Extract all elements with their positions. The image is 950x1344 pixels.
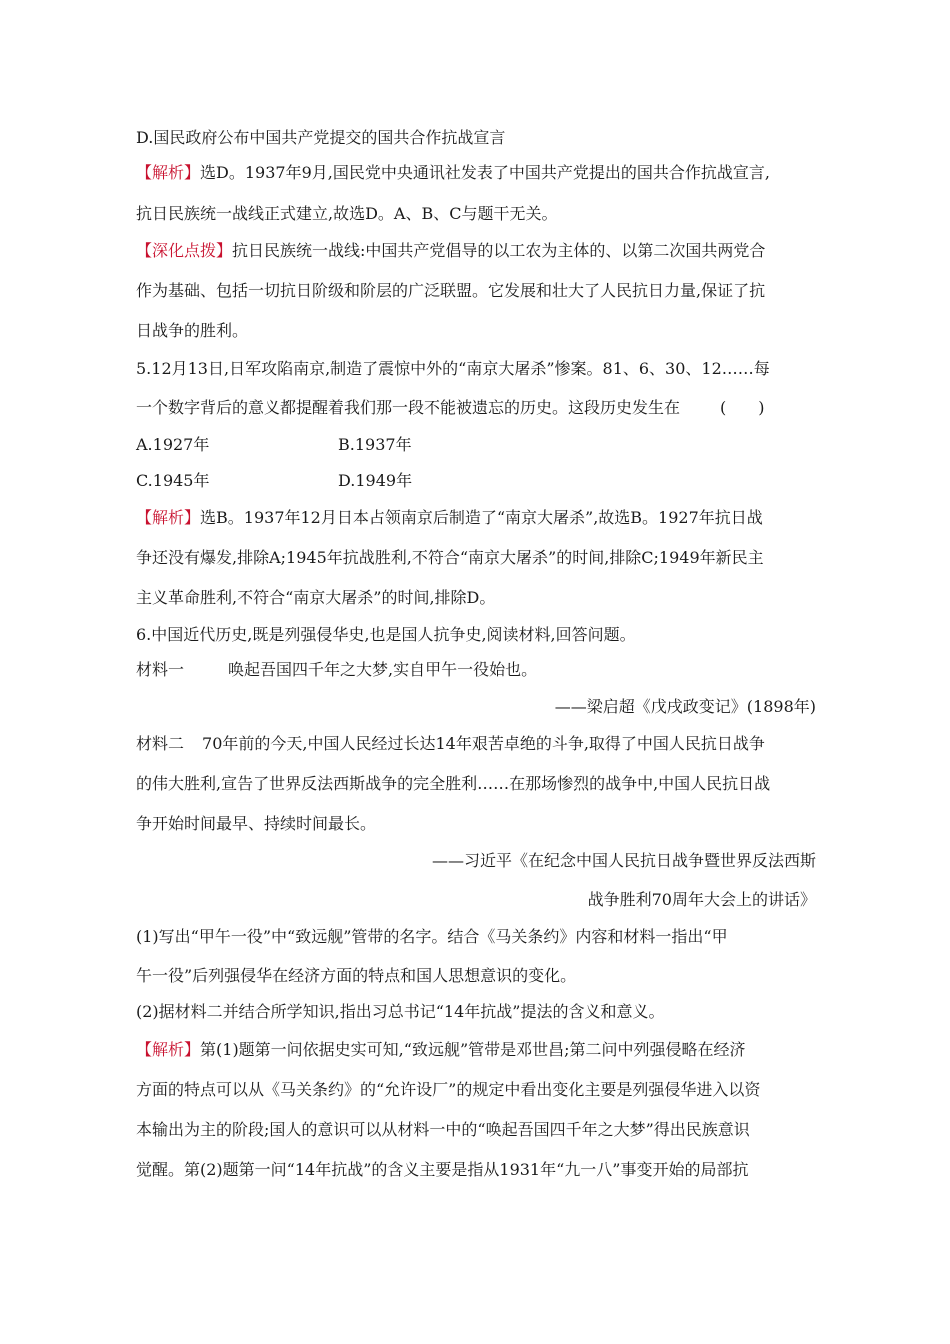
q5-option-d: D.1949年: [338, 471, 413, 490]
material-1-label: 材料一: [136, 660, 185, 679]
deep-text: 抗日民族统一战线:中国共产党倡导的以工农为主体的、以第二次国共两党合: [232, 241, 766, 260]
q4-option-d: D.国民政府公布中国共产党提交的国共合作抗战宣言: [136, 128, 506, 147]
q5-stem-line-2: [136, 397, 816, 419]
q6-stem: 6.中国近代历史,既是列强侵华史,也是国人抗争史,阅读材料,回答问题。: [136, 625, 636, 644]
q4-deep-line-3: 日战争的胜利。: [136, 321, 249, 340]
q6-analysis-line-1: [136, 1039, 816, 1061]
q6-material-2-line-3: 争开始时间最早、持续时间最长。: [136, 814, 377, 833]
q6-material-2-line-1: [136, 733, 816, 755]
material-2-label: 材料二: [136, 734, 185, 753]
q5-option-a: A.1927年: [136, 435, 210, 454]
q5-analysis-line-3: 主义革命胜利,不符合“南京大屠杀”的时间,排除D。: [136, 588, 496, 607]
q5-options-row-1: [136, 434, 816, 456]
q6-material-1: [136, 659, 816, 681]
analysis-text: 选B。1937年12月日本占领南京后制造了“南京大屠杀”,故选B。1927年抗日战: [200, 508, 763, 527]
q5-options-row-2: [136, 470, 816, 492]
q6-material-1-source: ——梁启超《戊戌政变记》(1898年): [554, 697, 816, 716]
q6-analysis-line-2: 方面的特点可以从《马关条约》的“允许设厂”的规定中看出变化主要是列强侵华进入以资: [136, 1080, 761, 1099]
q6-material-2-source-2: 战争胜利70周年大会上的讲话》: [587, 890, 816, 909]
q6-analysis-line-3: 本输出为主的阶段;国人的意识可以从材料一中的“唤起吾国四千年之大梦”得出民族意识: [136, 1120, 750, 1139]
q6-material-2-line-2: 的伟大胜利,宣告了世界反法西斯战争的完全胜利……在那场惨烈的战争中,中国人民抗日战: [136, 774, 771, 793]
q6-analysis-line-4: 觉醒。第(2)题第一问“14年抗战”的含义主要是指从1931年“九一八”事变开始的局部抗: [136, 1160, 749, 1179]
q4-deep-line-2: 作为基础、包括一切抗日阶级和阶层的广泛联盟。它发展和壮大了人民抗日力量,保证了抗: [136, 281, 766, 300]
q4-analysis-line-1: [136, 162, 816, 184]
q6-subquestion-1-line-2: 午一役”后列强侵华在经济方面的特点和国人思想意识的变化。: [136, 966, 577, 985]
q6-material-2-source-1: ——习近平《在纪念中国人民抗日战争暨世界反法西斯: [431, 851, 816, 870]
analysis-tag: 【解析】: [136, 163, 201, 182]
q4-analysis-line-2: 抗日民族统一战线正式建立,故选D。A、B、C与题干无关。: [136, 204, 558, 223]
q6-subquestion-1-line-1: (1)写出“甲午一役”中“致远舰”管带的名字。结合《马关条约》内容和材料一指出“甲: [136, 927, 728, 946]
analysis-tag: 【解析】: [136, 508, 201, 527]
q5-stem-text: 一个数字背后的意义都提醒着我们那一段不能被遗忘的历史。这段历史发生在: [136, 398, 681, 417]
q4-deep-line-1: [136, 240, 816, 262]
q5-analysis-line-2: 争还没有爆发,排除A;1945年抗战胜利,不符合“南京大屠杀”的时间,排除C;1949年新民主: [136, 548, 764, 567]
q5-stem-line-1: 5.12月13日,日军攻陷南京,制造了震惊中外的“南京大屠杀”惨案。81、6、30、12……每: [136, 359, 770, 378]
q5-option-c: C.1945年: [136, 471, 210, 490]
q5-analysis-line-1: [136, 507, 816, 529]
material-2-text: 70年前的今天,中国人民经过长达14年艰苦卓绝的斗争,取得了中国人民抗日战争: [202, 734, 765, 753]
deep-tag: 【深化点拨】: [136, 241, 233, 260]
analysis-tag: 【解析】: [136, 1040, 201, 1059]
q5-option-b: B.1937年: [338, 435, 412, 454]
material-1-text: 唤起吾国四千年之大梦,实自甲午一役始也。: [228, 660, 538, 679]
analysis-text: 第(1)题第一问依据史实可知,“致远舰”管带是邓世昌;第二问中列强侵略在经济: [200, 1040, 746, 1059]
analysis-text: 选D。1937年9月,国民党中央通讯社发表了中国共产党提出的国共合作抗战宣言,: [200, 163, 770, 182]
answer-paren: ( ): [720, 398, 765, 417]
q6-subquestion-2: (2)据材料二并结合所学知识,指出习总书记“14年抗战”提法的含义和意义。: [136, 1002, 665, 1021]
